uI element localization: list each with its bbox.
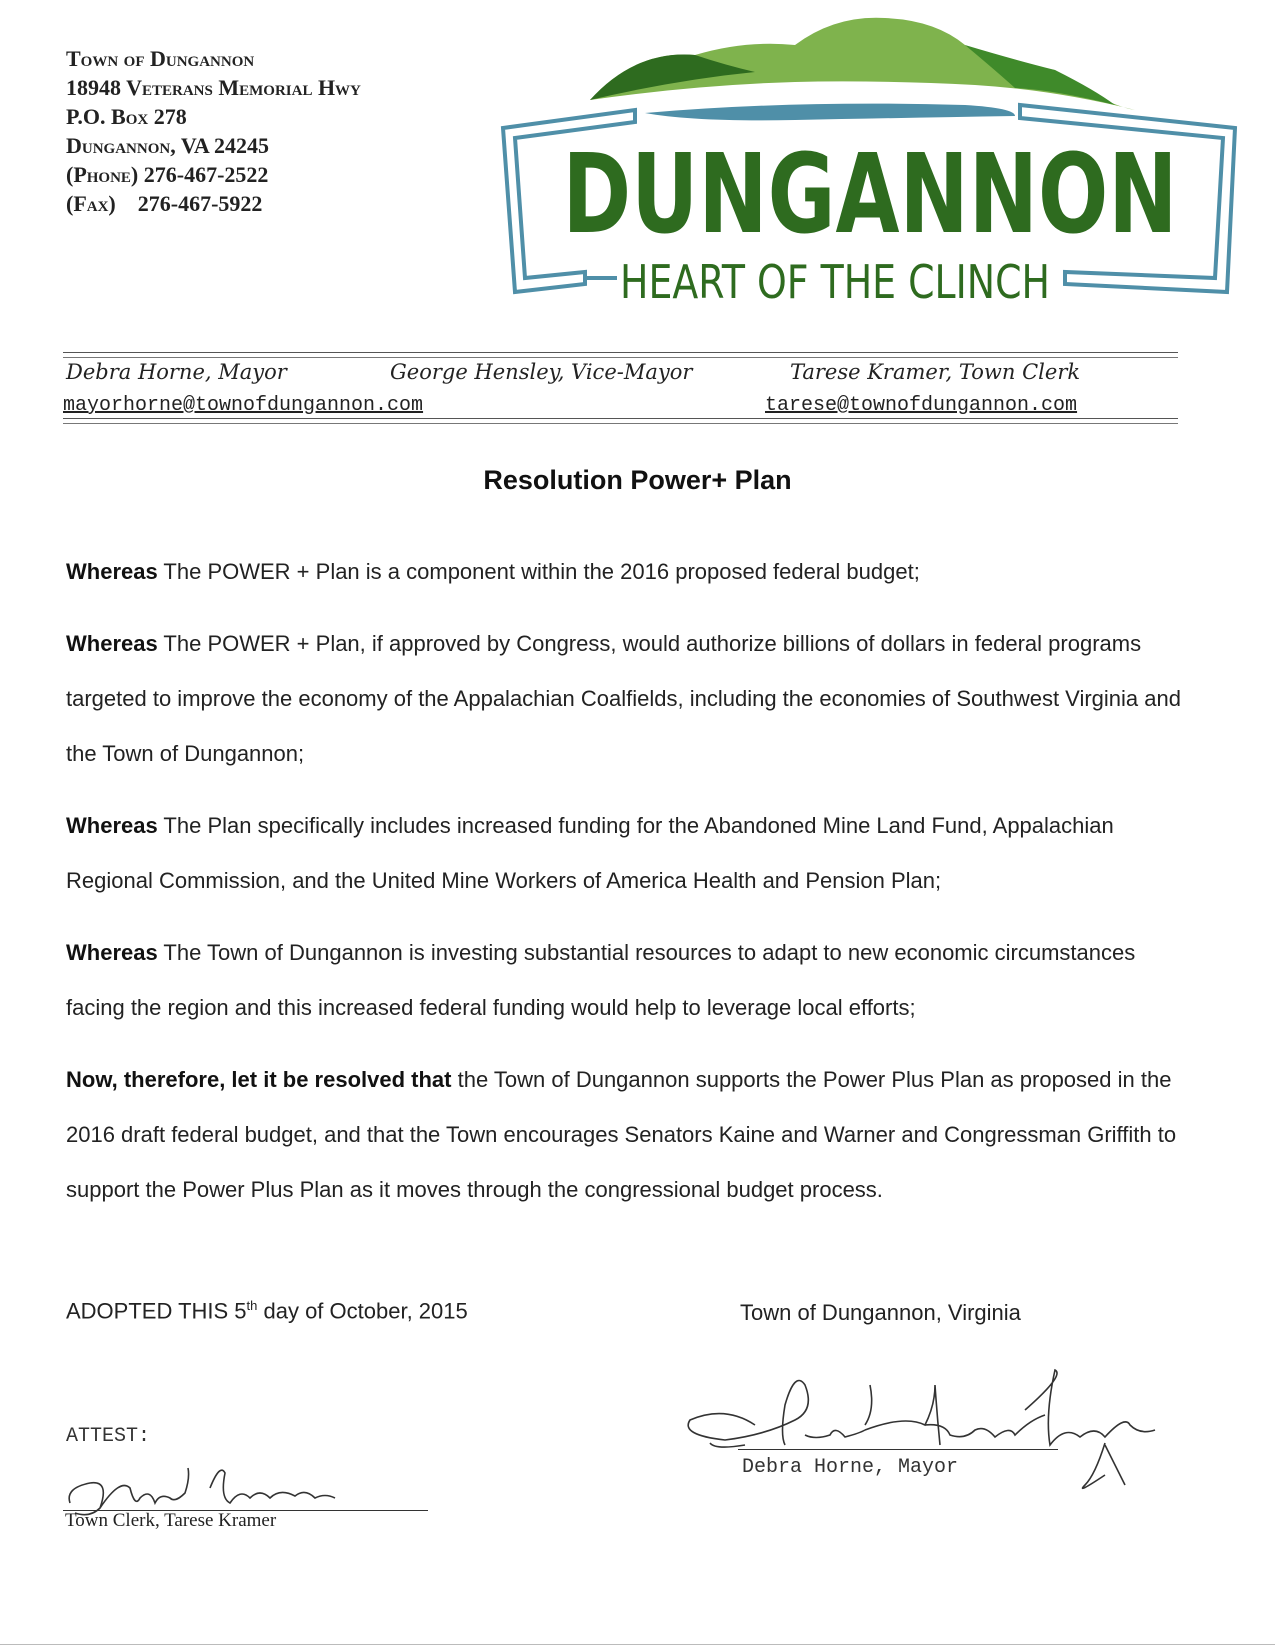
paragraph (66, 544, 1196, 599)
address-line: (Fax) 276-467-5922 (66, 191, 263, 216)
divider (63, 357, 1178, 358)
paragraph (66, 1052, 1196, 1217)
address-line: (Phone) 276-467-2522 (66, 162, 269, 187)
paragraph-lead: Whereas (66, 940, 158, 965)
logo-wordmark: DUNGANNON (562, 130, 1178, 258)
address-line: Town of Dungannon (66, 46, 255, 71)
adopted-rest: day of October, 2015 (257, 1298, 468, 1324)
resolution-title: Resolution Power+ Plan (483, 465, 792, 495)
paragraph (66, 616, 1196, 781)
adopted-date (66, 1298, 468, 1324)
divider (63, 423, 1178, 424)
paragraph-lead: Now, therefore, let it be resolved that (66, 1067, 452, 1092)
address-line: 18948 Veterans Memorial Hwy (66, 75, 361, 100)
paragraph-lead: Whereas (66, 813, 158, 838)
resolution-body (66, 544, 1196, 1234)
mayor-email-link[interactable]: mayorhorne@townofdungannon.com (63, 394, 424, 417)
official-mayor: Debra Horne, Mayor (66, 360, 287, 384)
paragraph-lead: Whereas (66, 631, 158, 656)
paragraph (66, 925, 1196, 1035)
paragraph-text: The POWER + Plan is a component within the 2016 proposed federal budget; (157, 559, 920, 584)
divider (63, 418, 1178, 419)
mayor-signature-name: Debra Horne, Mayor (742, 1456, 959, 1479)
address-line: Dungannon, VA 24245 (66, 133, 270, 158)
adopted-ordinal: th (246, 1298, 258, 1313)
address-line: P.O. Box 278 (66, 104, 187, 129)
signature-line (738, 1449, 1058, 1450)
official-clerk: Tarese Kramer, Town Clerk (790, 360, 1081, 384)
town-name: Town of Dungannon, Virginia (740, 1300, 1021, 1325)
river-shape (645, 104, 1015, 121)
divider (63, 352, 1178, 353)
paragraph-lead: Whereas (66, 559, 158, 584)
mayor-signature (685, 1365, 1210, 1500)
logo-tagline: HEART OF THE CLINCH (620, 255, 1050, 309)
attest-label: ATTEST: (66, 1425, 151, 1448)
paragraph (66, 798, 1196, 908)
clerk-email-link[interactable]: tarese@townofdungannon.com (765, 394, 1078, 417)
dungannon-logo (495, 10, 1245, 340)
clerk-signature-name: Town Clerk, Tarese Kramer (65, 1510, 277, 1531)
page-edge (0, 1644, 1275, 1645)
paragraph-text: The Town of Dungannon is investing substantial resources to adapt to new economic circumstances facing the region and this increased federal funding would help to leverage local efforts; (66, 940, 1136, 1020)
official-vice-mayor: George Hensley, Vice-Mayor (390, 360, 693, 384)
paragraph-text: the Town of Dungannon supports the Power Plus Plan as proposed in the 2016 draft federal budget, and that the Town encourages Senators Kaine and Warner and Congressman Griffith to support the Power Plus Plan as it moves through the congressional budget process. (66, 1067, 1177, 1202)
signature-stroke (69, 1468, 335, 1515)
paragraph-text: The POWER + Plan, if approved by Congress, would authorize billions of dollars in federal programs targeted to improve the economy of the Appalachian Coalfields, including the economies of Southwest Virginia and the Town of Dungannon; (66, 631, 1181, 766)
adopted-prefix: ADOPTED THIS 5 (66, 1298, 247, 1324)
town-address-block (66, 44, 361, 218)
paragraph-text: The Plan specifically includes increased funding for the Abandoned Mine Land Fund, Appalachian Regional Commission, and the United Mine Workers of America Health and Pension Plan; (66, 813, 1114, 893)
